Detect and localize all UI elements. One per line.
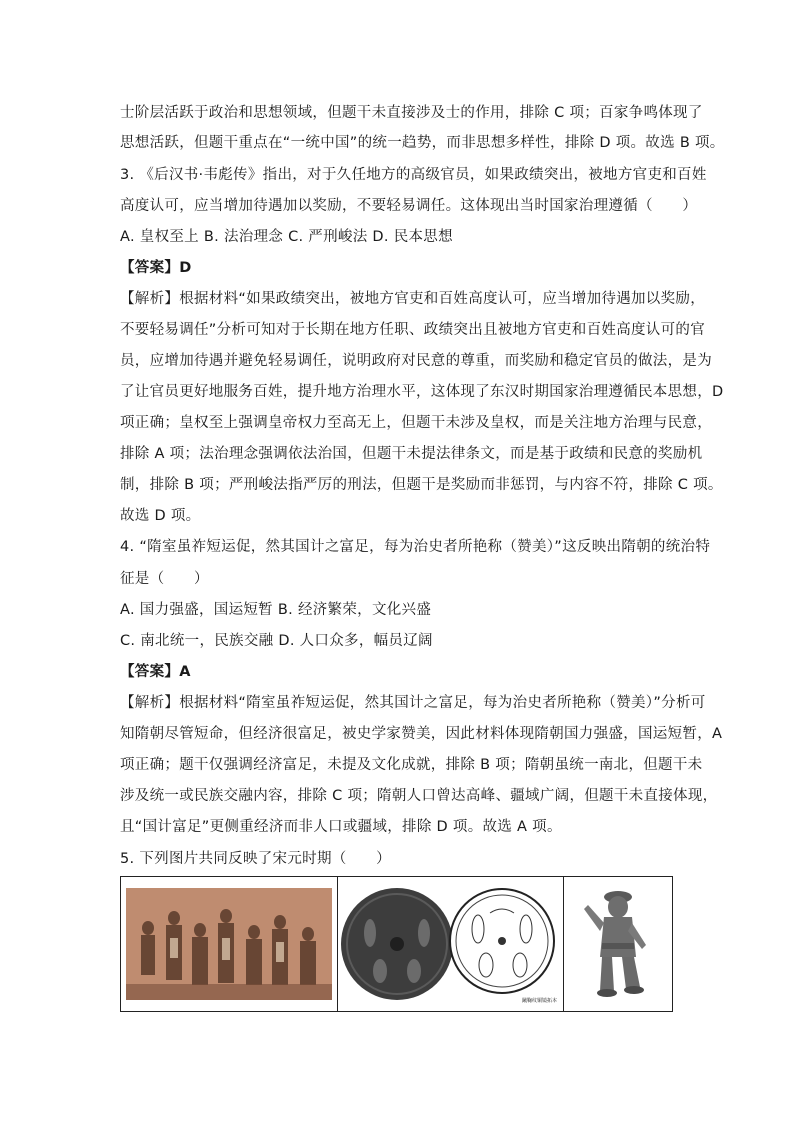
- text-line-1: 士阶层活跃于政治和思想领域，但题干未直接涉及士的作用，排除 C 项；百家争鸣体现了: [120, 105, 703, 121]
- question-3-analysis-4: 了让官员更好地服务百姓，提升地方治理水平，这体现了东汉时期国家治理遵循民本思想，D: [120, 384, 724, 400]
- mural-painting-image: [126, 888, 332, 1000]
- question-3-analysis-7: 制，排除 B 项；严刑峻法指严厉的刑法，但题干是奖励而非惩罚，与内容不符，排除 C 项。: [120, 477, 723, 493]
- question-3-options: A. 皇权至上 B. 法治理念 C. 严刑峻法 D. 民本思想: [120, 229, 453, 245]
- mural-painting-cell: [121, 877, 337, 1011]
- bronze-mirror-cell: [337, 877, 563, 1011]
- question-4-options-ab: A. 国力强盛，国运短暂 B. 经济繁荣，文化兴盛: [120, 602, 432, 618]
- bronze-mirror-image: [340, 883, 562, 1005]
- mirror-caption: 蹴鞠纹铜镜拓本: [521, 998, 557, 1004]
- question-4-stem-1: 4. “隋室虽祚短运促，然其国计之富足，每为治史者所艳称（赞美）”这反映出隋朝的统治特: [120, 539, 711, 555]
- question-4-answer: 【答案】A: [120, 664, 191, 680]
- question-4-analysis-5: 且“国计富足”更侧重经济而非人口或疆域，排除 D 项。故选 A 项。: [120, 819, 562, 835]
- question-4-analysis-2: 知隋朝尽管短命，但经济很富足，被史学家赞美，因此材料体现隋朝国力强盛，国运短暂，A: [120, 726, 723, 742]
- question-4-analysis-3: 项正确；题干仅强调经济富足，未提及文化成就，排除 B 项；隋朝虽统一南北，但题干未: [120, 757, 703, 773]
- question-3-stem-2: 高度认可，应当增加待遇加以奖励，不要轻易调任。这体现出当时国家治理遵循（ ）: [120, 198, 698, 214]
- question-3-analysis-2: 不要轻易调任”分析可知对于长期在地方任职、政绩突出且被地方官吏和百姓高度认可的官: [120, 322, 706, 338]
- question-3-analysis-8: 故选 D 项。: [120, 508, 201, 524]
- question-3-analysis-3: 员，应增加待遇并避免轻易调任，说明政府对民意的尊重，而奖励和稳定官员的做法，是为: [120, 353, 712, 369]
- pottery-figurine-cell: [563, 877, 672, 1011]
- question-3-analysis-1: 【解析】根据材料“如果政绩突出，被地方官吏和百姓高度认可，应当增加待遇加以奖励，: [120, 291, 706, 307]
- question-4-options-cd: C. 南北统一，民族交融 D. 人口众多，幅员辽阔: [120, 633, 433, 649]
- question-3-analysis-5: 项正确；皇权至上强调皇帝权力至高无上，但题干未涉及皇权，而是关注地方治理与民意，: [120, 415, 712, 431]
- question-4-stem-2: 征是（ ）: [120, 571, 209, 587]
- image-table: [120, 876, 673, 1012]
- question-4-analysis-1: 【解析】根据材料“隋室虽祚短运促，然其国计之富足，每为治史者所艳称（赞美）”分析可: [120, 695, 706, 711]
- question-3-answer: 【答案】D: [120, 260, 192, 276]
- question-5-stem: 5. 下列图片共同反映了宋元时期（ ）: [120, 851, 391, 867]
- question-3-analysis-6: 排除 A 项；法治理念强调依法治国，但题干未提法律条文，而是基于政绩和民意的奖励机: [120, 446, 703, 462]
- text-line-2: 思想活跃，但题干重点在“一统中国”的统一趋势，而非思想多样性，排除 D 项。故选 B 项。: [120, 135, 725, 151]
- question-3-stem-1: 3. 《后汉书·韦彪传》指出，对于久任地方的高级官员，如果政绩突出，被地方官吏和百姓: [120, 167, 707, 183]
- question-4-analysis-4: 涉及统一或民族交融内容，排除 C 项；隋朝人口曾达高峰、疆域广阔，但题干未直接体现，: [120, 788, 718, 804]
- pottery-figurine-image: [578, 883, 658, 1005]
